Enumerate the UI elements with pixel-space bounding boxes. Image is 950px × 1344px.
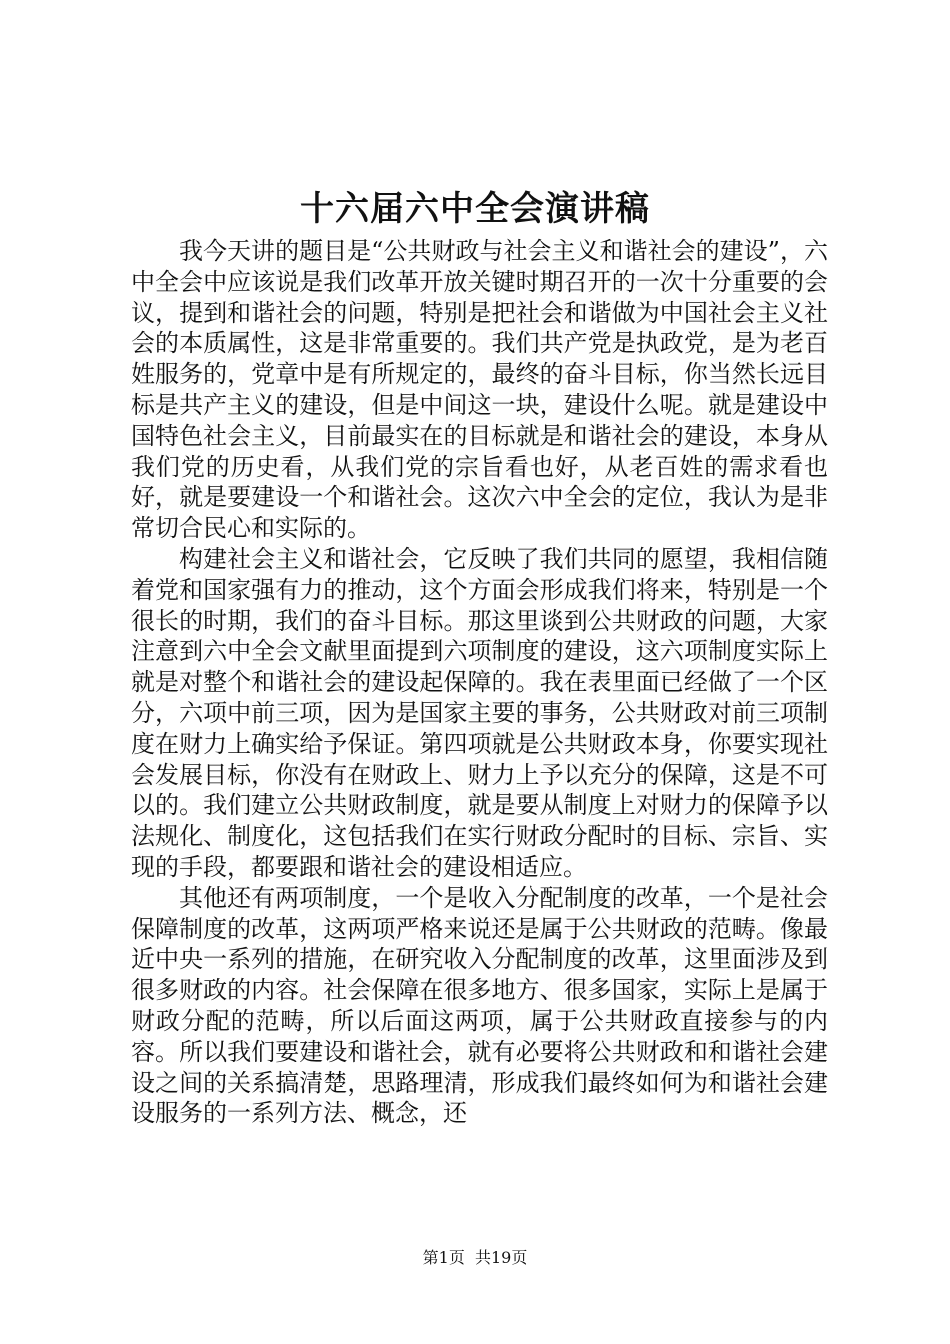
paragraph-3: 其他还有两项制度，一个是收入分配制度的改革，一个是社会保障制度的改革，这两项严格来说还是属于公共财政的范畴。像最近中央一系列的措施，在研究收入分配制度的改革，这里面涉及到很多财政的内容。社会保障在很多地方、很多国家，实际上是属于财政分配的范畴，所以后面这两项，属于公共财政直接参与的内容。所以我们要建设和谐社会，就有必要将公共财政和和谐社会建设之间的关系搞清楚，思路理清，形成我们最终如何为和谐社会建设服务的一系列方法、概念，还: [131, 883, 828, 1128]
paragraph-1: 我今天讲的题目是“公共财政与社会主义和谐社会的建设”，六中全会中应该说是我们改革开放关键时期召开的一次十分重要的会议，提到和谐社会的问题，特别是把社会和谐做为中国社会主义社会的本质属性，这是非常重要的。我们共产党是执政党，是为老百姓服务的，党章中是有所规定的，最终的奋斗目标，你当然长远目标是共产主义的建设，但是中间这一块，建设什么呢。就是建设中国特色社会主义，目前最实在的目标就是和谐社会的建设，本身从我们党的历史看，从我们党的宗旨看也好，从老百姓的需求看也好，就是要建设一个和谐社会。这次六中全会的定位，我认为是非常切合民心和实际的。: [131, 237, 828, 543]
page-number-footer: 第1页 共19页: [422, 1248, 528, 1267]
document-title: 十六届六中全会演讲稿: [300, 189, 650, 229]
document-body: [131, 236, 828, 1129]
paragraph-2: 构建社会主义和谐社会，它反映了我们共同的愿望，我相信随着党和国家强有力的推动，这个方面会形成我们将来，特别是一个很长的时期，我们的奋斗目标。那这里谈到公共财政的问题，大家注意到六中全会文献里面提到六项制度的建设，这六项制度实际上就是对整个和谐社会的建设起保障的。我在表里面已经做了一个区分，六项中前三项，因为是国家主要的事务，公共财政对前三项制度在财力上确实给予保证。第四项就是公共财政本身，你要实现社会发展目标，你没有在财政上、财力上予以充分的保障，这是不可以的。我们建立公共财政制度，就是要从制度上对财力的保障予以法规化、制度化，这包括我们在实行财政分配时的目标、宗旨、实现的手段，都要跟和谐社会的建设相适应。: [131, 544, 828, 881]
